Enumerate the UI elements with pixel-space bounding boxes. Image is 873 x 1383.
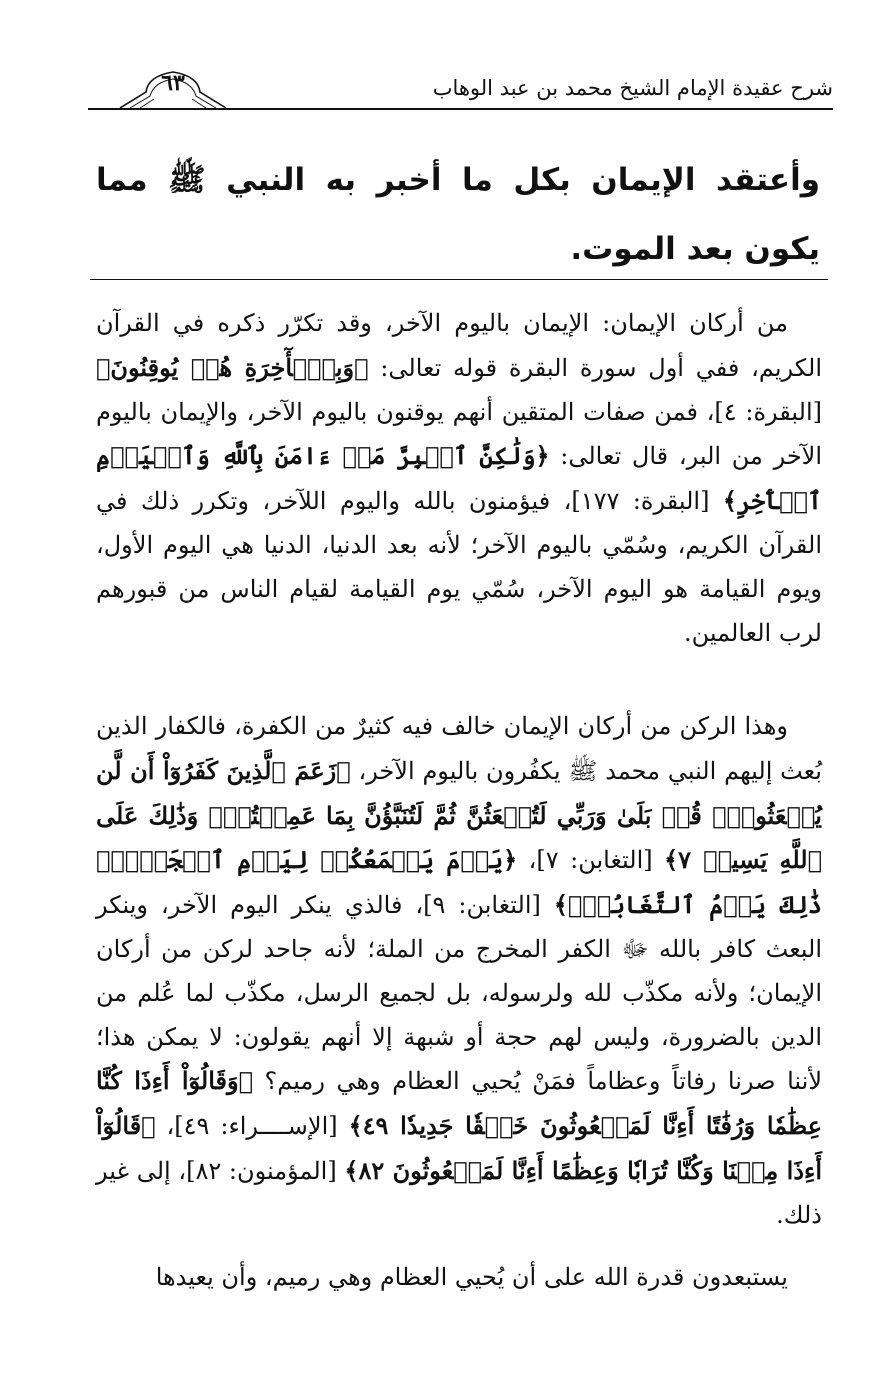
creed-statement: وأعتقد الإيمان بكل ما أخبر به النبي ﷺ مما يكون بعد الموت.: [96, 162, 820, 267]
page-header: [88, 66, 833, 116]
quran-verse: ﴿وَبِٱلۡأٓخِرَةِ هُمۡ يُوقِنُونَ﴾: [96, 352, 369, 382]
quran-verse: ﴿يَوۡمَ يَجۡمَعُكُمۡ لِيَوۡمِ ٱلۡجَمۡعِۖ ذَٰلِكَ يَوۡمُ ٱلتَّغَابُنِۗ﴾: [96, 845, 822, 920]
text-segment: من أركان الإيمان: الإيمان باليوم الآخر، وقد تكرّر ذكره في القرآن الكريم، ففي أول سورة البقرة قوله تعالى:: [96, 309, 823, 382]
quran-verse: ﴿وَقَالُوٓاْ أَءِذَا كُنَّا عِظَٰمٗا وَرُفَٰتًا أَءِنَّا لَمَبۡعُوثُونَ خَلۡقٗا جَدِيدٗا ٤٩﴾: [96, 1066, 823, 1141]
quran-verse: ﴿قَالُوٓاْ أَءِذَا مِتۡنَا وَكُنَّا تُرَابٗا وَعِظَٰمًا أَءِنَّا لَمَبۡعُوثُونَ ٨٢﴾: [96, 1111, 822, 1185]
text-segment: يستبعدون قدرة الله على أن يُحيي العظام وهي رميم، وأن يعيدها: [155, 1263, 788, 1291]
header-rule: [88, 108, 833, 110]
quran-verse: ﴿وَلَٰكِنَّ ٱلۡبِرَّ مَنۡ ءَامَنَ بِٱللَّهِ وَٱلۡيَوۡمِ ٱلۡأٓخِرِ﴾: [96, 441, 822, 516]
page-number: ٦٣: [161, 70, 185, 96]
text-segment: [البقرة: ٤]، فمن صفات المتقين أنهم يوقنون باليوم الآخر، والإيمان باليوم الآخر من البر، قال تعالى:: [96, 397, 823, 471]
text-segment: وهذا الركن من أركان الإيمان خالف فيه كثيرٌ من الكفرة، فالكفار الذين بُعث إليهم النبي محمد ﷺ يكفُرون باليوم الآخر،: [96, 712, 822, 785]
paragraph-3: [96, 1256, 822, 1300]
text-segment: [المؤمنون: ٨٢]، إلى غير ذلك.: [96, 1156, 822, 1229]
text-segment: [البقرة: ١٧٧]، فيؤمنون بالله واليوم اللآخر، وتكرر ذلك في القرآن الكريم، وسُمّي باليوم الآخر؛ لأنه بعد الدنيا، الدنيا هي اليوم الأول، ويوم القيامة هو اليوم الآخر، سُمّي يوم القيامة لقيام الناس من قبورهم لرب العالمين.: [96, 487, 822, 647]
paragraph-1: [96, 302, 822, 655]
text-segment: [الإســــراء: ٤٩]،: [155, 1112, 349, 1141]
section-divider: [90, 279, 828, 280]
paragraph-2: [96, 705, 822, 1238]
page-number-badge: [118, 66, 228, 110]
running-title: شرح عقيدة الإمام الشيخ محمد بن عبد الوهاب: [432, 76, 833, 100]
text-segment: [التغابن: ٩]، فالذي ينكر اليوم الآخر، وينكر البعث كافر بالله ﷻ الكفر المخرج من الملة؛ لأنه جاحد لركن من أركان الإيمان؛ ولأنه مكذّب لله ولرسوله، بل لجميع الرسل، مكذّب لما عُلم من الدين بالضرورة، وليس لهم حجة أو شبهة إلا أنهم يقولون: لا يمكن هذا؛ لأننا صرنا رفاتاً وعظاماً فمَنْ يُحيي العظام وهي رميم؟: [96, 891, 823, 1096]
quran-verse: ﴿زَعَمَ ٱلَّذِينَ كَفَرُوٓاْ أَن لَّن يُبۡعَثُواْۚ قُلۡ بَلَىٰ وَرَبِّي لَتُبۡعَثُنَّ ثُمَّ لَتُنَبَّؤُنَّ بِمَا عَمِلۡتُمۡۚ وَذَٰلِكَ عَلَى ٱللَّهِ يَسِيرٞ ٧﴾: [96, 755, 822, 875]
text-segment: [التغابن: ٧]،: [517, 846, 665, 875]
